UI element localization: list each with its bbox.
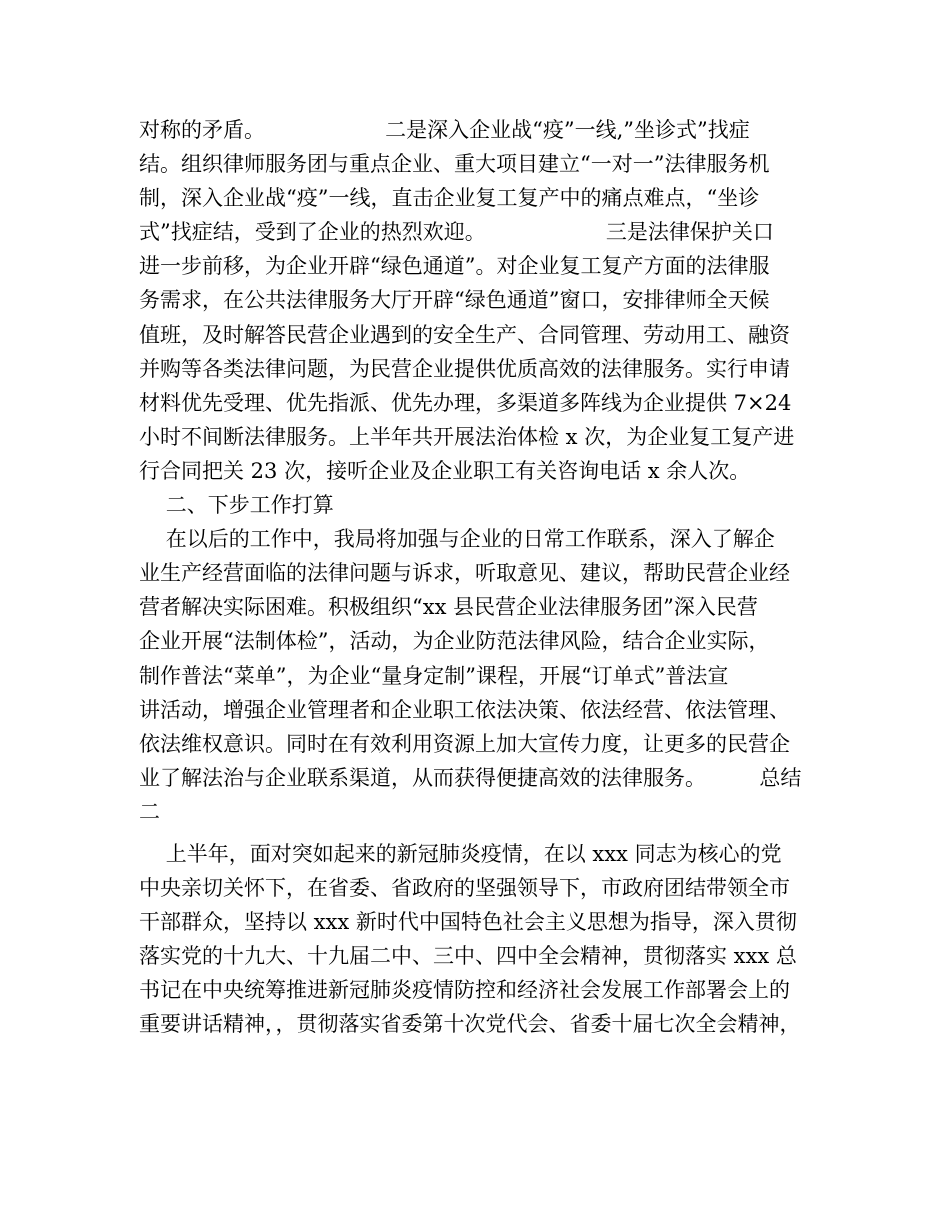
body-line: 小时不间断法律服务。上半年共开展法治体检 x 次，为企业复工复产进: [139, 424, 795, 449]
body-line: 落实党的十九大、十九届二中、三中、四中全会精神，贯彻落实 xxx 总: [139, 944, 797, 969]
body-line: 值班，及时解答民营企业遇到的安全生产、合同管理、劳动用工、融资: [139, 322, 790, 347]
paragraph-gap: [139, 829, 819, 837]
body-line: 讲活动，增强企业管理者和企业职工依法决策、依法经营、依法管理、: [139, 697, 790, 722]
body-line: 书记在中央统筹推进新冠肺炎疫情防控和经济社会发展工作部署会上的: [139, 978, 790, 1003]
body-line: 制，深入企业战“疫”一线，直击企业复工复产中的痛点难点，“坐诊: [139, 186, 760, 211]
body-line: 中央亲切关怀下，在省委、省政府的坚强领导下，市政府团结带领全市: [139, 876, 790, 901]
section-heading: 二、下步工作打算: [139, 493, 334, 518]
body-line: 干部群众，坚持以 xxx 新时代中国特色社会主义思想为指导，深入贯彻: [139, 910, 797, 935]
document-body: [139, 113, 819, 1042]
body-line: 式”找症结，受到了企业的热烈欢迎。 三是法律保护关口: [139, 220, 774, 245]
body-line: 业生产经营面临的法律问题与诉求，听取意见、建议，帮助民营企业经: [139, 561, 790, 586]
body-line: 二: [139, 799, 160, 824]
body-line: 并购等各类法律问题，为民营企业提供优质高效的法律服务。实行申请: [139, 356, 790, 381]
body-line: 业了解法治与企业联系渠道，从而获得便捷高效的法律服务。 总结: [139, 765, 802, 790]
body-line: 制作普法“菜单”，为企业“量身定制”课程，开展“订单式”普法宣: [139, 663, 729, 688]
body-line: 务需求，在公共法律服务大厅开辟“绿色通道”窗口，安排律师全天候: [139, 288, 770, 313]
body-line: 在以后的工作中，我局将加强与企业的日常工作联系，深入了解企: [139, 527, 775, 552]
body-line: 行合同把关 23 次，接听企业及企业职工有关咨询电话 x 余人次。: [139, 458, 751, 483]
body-line: 进一步前移，为企业开辟“绿色通道”。对企业复工复产方面的法律服: [139, 254, 770, 279]
body-line: 结。组织律师服务团与重点企业、重大项目建立“一对一”法律服务机: [139, 152, 770, 177]
body-line: 上半年，面对突如起来的新冠肺炎疫情，在以 xxx 同志为核心的党: [139, 841, 782, 866]
body-line: 材料优先受理、优先指派、优先办理，多渠道多阵线为企业提供 7×24: [139, 390, 792, 415]
body-line: 企业开展“法制体检”，活动，为企业防范法律风险，结合企业实际，: [139, 629, 770, 654]
body-line: 重要讲话精神，，贯彻落实省委第十次党代会、省委十届七次全会精神，: [139, 1012, 801, 1037]
body-line: 对称的矛盾。 二是深入企业战“疫”一线,”坐诊式”找症: [139, 118, 750, 142]
body-line: 依法维权意识。同时在有效利用资源上加大宣传力度，让更多的民营企: [139, 731, 790, 756]
body-line: 营者解决实际困难。积极组织“xx 县民营企业法律服务团”深入民营: [139, 595, 758, 620]
